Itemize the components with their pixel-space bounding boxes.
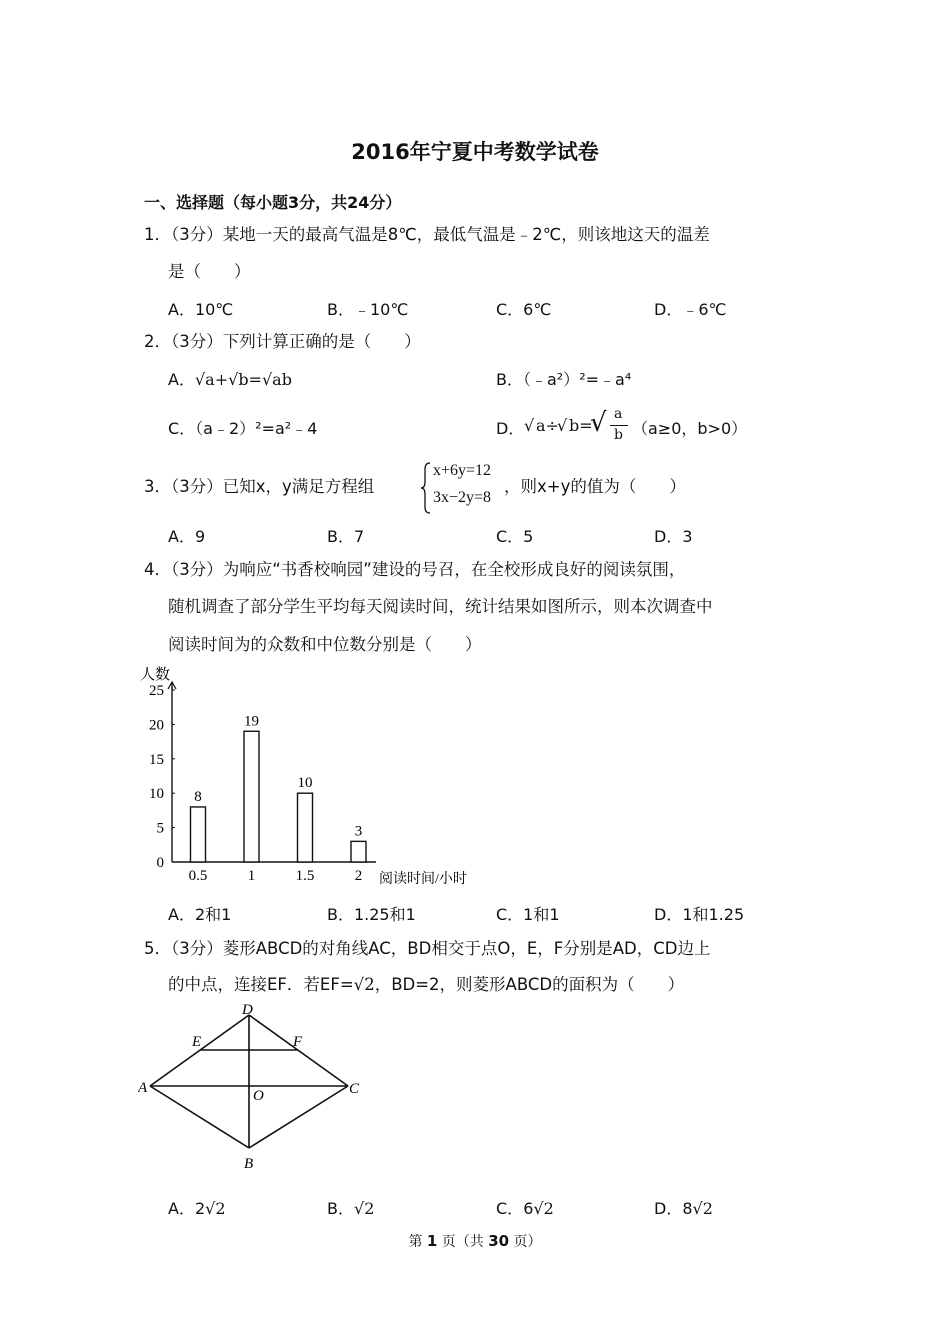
section-heading: 一、选择题（每小题3分，共24分） bbox=[144, 193, 402, 212]
x-tick-label: 2 bbox=[354, 868, 363, 884]
point-label-f: F bbox=[293, 1034, 303, 1050]
q3-stem-pre: 3．（3分）已知x，y满足方程组 bbox=[144, 477, 375, 496]
q5-stem-line2-pre: 的中点，连接EF．若EF= bbox=[168, 975, 354, 994]
footer-middle: 页（共 bbox=[437, 1234, 489, 1250]
q5-option-b-label: B． bbox=[327, 1199, 354, 1218]
rhombus-figure bbox=[138, 1004, 374, 1174]
rhombus-edge-ba bbox=[150, 1086, 249, 1148]
q2-option-d-term1: a÷ bbox=[536, 416, 559, 435]
y-tick-label: 10 bbox=[149, 786, 164, 803]
point-label-e: E bbox=[192, 1034, 202, 1050]
footer-page-number: 1 bbox=[426, 1232, 438, 1250]
y-tick-label: 25 bbox=[149, 683, 164, 699]
q4-stem-line1: 4．（3分）为响应“书香校响园”建设的号召，在全校形成良好的阅读氛围， bbox=[144, 560, 686, 579]
q5-option-a-coef: 2 bbox=[194, 1199, 206, 1218]
q2-stem: 2．（3分）下列计算正确的是（ ） bbox=[144, 332, 421, 351]
radical-icon: √ bbox=[533, 1199, 544, 1218]
x-tick-label: 1.5 bbox=[295, 868, 315, 884]
y-tick-label: 20 bbox=[149, 717, 164, 734]
radical-icon: √ bbox=[557, 416, 568, 435]
q4-option-b: B．1.25和1 bbox=[327, 905, 416, 924]
x-tick-label: 1 bbox=[247, 868, 256, 884]
q5-option-c-coef: 6 bbox=[523, 1199, 534, 1218]
q3-option-b: B．7 bbox=[327, 527, 365, 546]
fraction-bar bbox=[610, 425, 628, 426]
q2-option-a bbox=[168, 367, 292, 390]
q1-option-b: B．﹣10℃ bbox=[327, 300, 409, 319]
q4-option-a: A．2和1 bbox=[168, 905, 232, 924]
q2-option-a-term1: a+ bbox=[205, 370, 229, 389]
q5-option-c bbox=[496, 1196, 554, 1219]
system-brace-icon bbox=[420, 461, 432, 515]
q2-option-d-condition: （a≥0，b>0） bbox=[632, 419, 748, 438]
q2-option-d-denominator: b bbox=[614, 427, 623, 443]
q2-option-a-term2: b= bbox=[238, 370, 262, 389]
bar-value-label: 19 bbox=[244, 713, 259, 730]
q2-option-d-numerator: a bbox=[614, 406, 623, 422]
q3-option-d: D．3 bbox=[654, 527, 693, 546]
q1-option-d: D．﹣6℃ bbox=[654, 300, 727, 319]
q3-option-a: A．9 bbox=[168, 527, 206, 546]
page-title: 2016年宁夏中考数学试卷 bbox=[351, 140, 599, 164]
q5-stem-line2-radicand: 2 bbox=[364, 975, 375, 994]
q4-stem-line3: 阅读时间为的众数和中位数分别是（ ） bbox=[168, 635, 482, 654]
bar bbox=[244, 731, 259, 862]
x-axis-label: 阅读时间/小时 bbox=[379, 872, 467, 887]
radical-icon: √ bbox=[205, 1199, 216, 1218]
radical-icon: √ bbox=[524, 416, 535, 435]
q5-option-c-label: C． bbox=[496, 1199, 524, 1218]
q5-option-a-radicand: 2 bbox=[215, 1199, 226, 1218]
q5-stem-line2-post: ，BD=2，则菱形ABCD的面积为（ ） bbox=[374, 975, 685, 994]
y-tick-label: 15 bbox=[149, 751, 164, 768]
point-label-d: D bbox=[242, 1004, 253, 1018]
bar-value-label: 10 bbox=[297, 775, 313, 792]
q2-option-b: B．（﹣a²）²=﹣a⁴ bbox=[496, 370, 632, 389]
q1-stem-line2: 是（ ） bbox=[168, 262, 251, 281]
bar bbox=[351, 841, 366, 862]
q5-option-c-radicand: 2 bbox=[543, 1199, 554, 1218]
q4-option-d: D．1和1.25 bbox=[654, 905, 745, 924]
q5-option-a bbox=[168, 1196, 226, 1219]
q1-option-c: C．6℃ bbox=[496, 300, 552, 319]
bar bbox=[191, 807, 206, 862]
page-footer bbox=[0, 1231, 950, 1251]
bar bbox=[298, 793, 313, 862]
q5-option-a-label: A． bbox=[168, 1199, 195, 1218]
q5-option-d bbox=[654, 1196, 713, 1219]
footer-total-pages: 30 bbox=[488, 1232, 510, 1250]
rhombus-edge-cb bbox=[249, 1086, 348, 1148]
q4-option-c: C．1和1 bbox=[496, 905, 560, 924]
q4-stem-line2: 随机调查了部分学生平均每天阅读时间，统计结果如图所示，则本次调查中 bbox=[168, 597, 713, 616]
x-tick-label: 0.5 bbox=[188, 868, 208, 884]
q3-equation-2: 3x−2y=8 bbox=[433, 489, 492, 506]
footer-suffix: 页） bbox=[509, 1234, 542, 1250]
q5-option-b-radicand: 2 bbox=[364, 1199, 375, 1218]
footer-prefix: 第 bbox=[408, 1234, 427, 1250]
q5-option-b bbox=[327, 1196, 374, 1219]
radical-icon: √ bbox=[228, 370, 239, 389]
point-label-o: O bbox=[253, 1088, 264, 1104]
q3-option-c: C．5 bbox=[496, 527, 534, 546]
q2-option-c: C．（a﹣2）²=a²﹣4 bbox=[168, 419, 318, 438]
y-axis-label: 人数 bbox=[140, 667, 171, 683]
q2-option-d-label: D． bbox=[496, 419, 525, 438]
q5-option-d-radicand: 2 bbox=[702, 1199, 713, 1218]
radical-icon: √ bbox=[353, 1199, 365, 1218]
q5-option-d-coef: 8 bbox=[682, 1199, 693, 1218]
bar-value-label: 3 bbox=[354, 823, 363, 840]
reading-time-bar-chart bbox=[140, 660, 500, 892]
point-label-a: A bbox=[138, 1080, 148, 1096]
q1-option-a: A．10℃ bbox=[168, 300, 234, 319]
radical-icon: √ bbox=[194, 370, 206, 389]
radical-icon: √ bbox=[590, 408, 607, 438]
y-tick-label: 0 bbox=[156, 855, 164, 871]
q3-stem-post: ，则x+y的值为（ ） bbox=[504, 477, 686, 496]
q3-equation-1: x+6y=12 bbox=[433, 462, 492, 479]
radical-icon: √ bbox=[261, 370, 273, 389]
q2-option-d-term2: b= bbox=[569, 416, 593, 435]
point-label-c: C bbox=[349, 1081, 360, 1097]
radical-icon: √ bbox=[353, 975, 365, 994]
q2-option-a-term3: ab bbox=[272, 370, 292, 389]
radical-icon: √ bbox=[692, 1199, 703, 1218]
bar-value-label: 8 bbox=[194, 788, 202, 805]
point-label-b: B bbox=[244, 1156, 254, 1172]
y-tick-label: 5 bbox=[156, 820, 164, 837]
q5-stem-line1: 5．（3分）菱形ABCD的对角线AC，BD相交于点O，E，F分别是AD，CD边上 bbox=[144, 939, 711, 958]
q5-option-d-label: D． bbox=[654, 1199, 683, 1218]
q1-stem-line1: 1．（3分）某地一天的最高气温是8℃，最低气温是﹣2℃，则该地这天的温差 bbox=[144, 225, 710, 244]
q2-option-a-label: A． bbox=[168, 370, 195, 389]
q5-stem-line2 bbox=[168, 974, 684, 996]
